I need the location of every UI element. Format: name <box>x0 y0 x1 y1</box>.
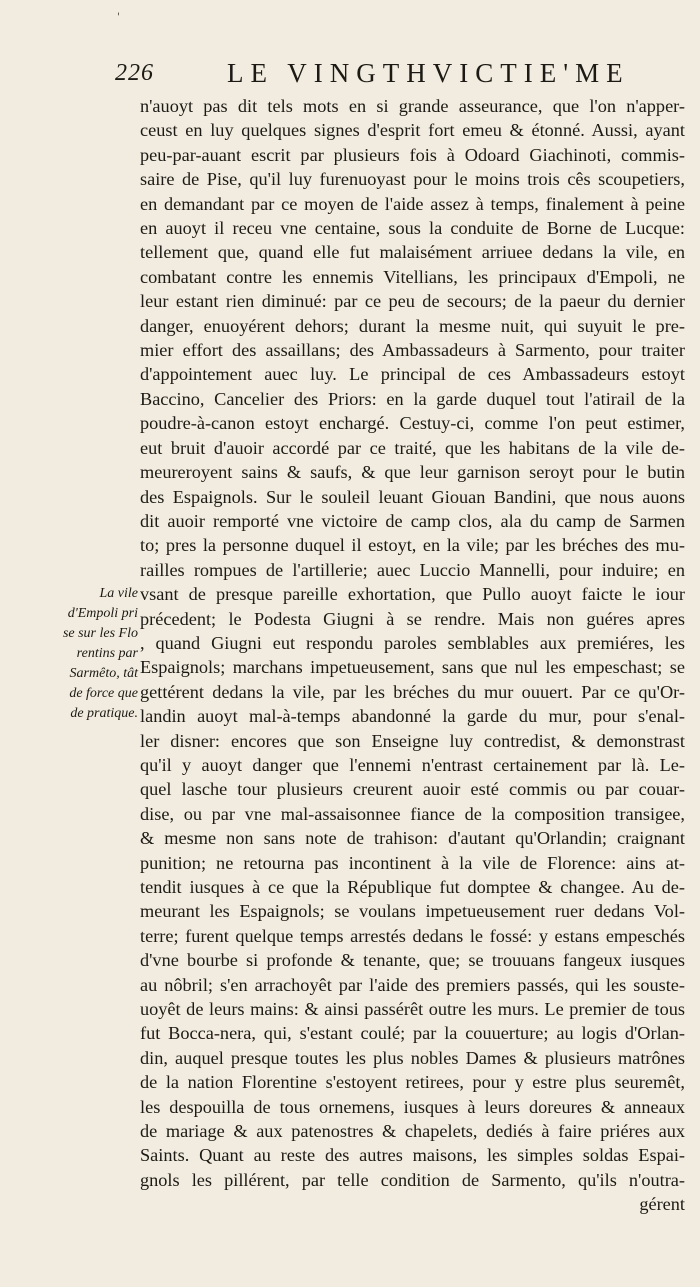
body-text <box>140 94 685 1217</box>
text-line: meureroyent sains & saufs, & que leur garnison seroyt pour le butin <box>140 462 685 483</box>
text-line: , quand Giugni eut respondu paroles semblables aux premiéres, les <box>140 632 685 653</box>
text-line: n'auoyt pas dit tels mots en si grande asseurance, que l'on n'apper- <box>140 96 685 116</box>
text-line: précedent; le Podesta Giugni à se rendre. Mais non guéres apres <box>140 608 685 629</box>
text-line: d'appointement auec luy. Le principal de ces Ambassadeurs estoyt <box>140 364 685 385</box>
margin-note <box>52 584 138 724</box>
margin-note-line: La vile <box>99 586 138 601</box>
text-line: dise, ou par vne mal-assaisonnee fiance de la composition transigee, <box>140 803 685 824</box>
text-line: saire de Pise, qu'il luy furenuoyast pour le moins trois cês scoupetiers, <box>140 169 685 190</box>
text-line: eut bruit d'auoir accordé par ce traité, que les habitans de la vile de- <box>140 437 685 458</box>
text-line: Baccino, Cancelier des Priors: en la garde duquel tout l'atirail de la <box>140 388 685 409</box>
text-line: les despouilla de tous ornemens, iusques à leurs doreures & anneaux <box>140 1096 685 1117</box>
text-line: dit auoir remporté vne victoire de camp clos, ala du camp de Sarmen <box>140 510 685 531</box>
text-line: leur estant rien diminué: par ce peu de secours; de la paeur du dernier <box>140 291 685 312</box>
text-line: de la nation Florentine s'estoyent retirees, pour y estre plus seuremêt, <box>140 1072 685 1093</box>
text-line: fut Bocca-nera, qui, s'estant coulé; par la couuerture; au logis d'Orlan- <box>140 1023 685 1044</box>
text-line: terre; furent quelque temps arrestés dedans le fossé: y estans empeschés <box>140 925 685 946</box>
margin-note-line: d'Empoli pri <box>67 606 138 621</box>
text-line: to; pres la personne duquel il estoyt, en la vile; par les bréches des mu- <box>140 535 685 556</box>
margin-note-line: rentins par <box>76 646 138 661</box>
text-line: poudre-à-canon estoyt enchargé. Cestuy-ci, comme l'on peut estimer, <box>140 413 685 434</box>
text-line: en auoyt il receu vne centaine, sous la conduite de Borne de Lucque: <box>140 218 685 239</box>
text-line: de mariage & aux patenostres & chapelets, dediés à faire priéres aux <box>140 1121 685 1142</box>
text-line: au nôbril; s'en arrachoyêt par l'aide des premiers passés, qui les souste- <box>140 974 685 995</box>
text-line: en demandant par ce moyen de l'aide assez à temps, finalement à peine <box>140 193 685 214</box>
text-line: & mesme non sans note de trahison: d'autant qu'Orlandin; craignant <box>140 828 685 849</box>
text-line: uoyêt de leurs mains: & ainsi passérêt outre les murs. Le premier de tous <box>140 999 685 1020</box>
text-line: Espaignols; marchans impetueusement, sans que nul les empeschast; se <box>140 657 685 678</box>
text-line: gnols les pillérent, par telle condition de Sarmento, qu'ils n'outra- <box>140 1169 685 1190</box>
text-line: mier effort des assaillans; des Ambassadeurs à Sarmento, pour traiter <box>140 340 685 361</box>
text-line: punition; ne retourna pas incontinent à la vile de Florence: ains at- <box>140 852 685 873</box>
page-header <box>115 58 685 92</box>
text-line: combatant contre les ennemis Vitellians, les principaux d'Empoli, ne <box>140 266 685 287</box>
margin-note-line: se sur les Flo <box>62 626 138 641</box>
text-line: peu-par-auant escrit par plusieurs fois à Odoard Giachinoti, commis- <box>140 144 685 165</box>
margin-note-line: de pratique. <box>70 706 138 721</box>
margin-note-line: de force que <box>69 686 138 701</box>
text-line: Saints. Quant au reste des autres maisons, les simples soldas Espai- <box>140 1145 685 1166</box>
text-line: vsant de presque pareille exhortation, que Pullo auoyt faicte le iour <box>140 584 685 605</box>
text-line: d'vne bourbe si profonde & tenante, que; se trouuans fangeux iusques <box>140 950 685 971</box>
text-line: gettérent dedans la vile, par les bréches du mur ouuert. Par ce qu'Or- <box>140 681 685 702</box>
text-line: gérent <box>639 1194 685 1215</box>
text-line: landin auoyt mal-à-temps abandonné la garde du mur, pour s'enal- <box>140 706 685 727</box>
text-line: ler disner: encores que son Enseigne luy contredist, & demonstrast <box>140 730 685 751</box>
text-line: railles rompues de l'artillerie; auec Luccio Mannelli, pour induire; en <box>140 559 685 580</box>
text-line: quel lasche tour plusieurs creurent auoir esté commis ou par couar- <box>140 779 685 800</box>
text-line: din, auquel presque toutes les plus nobles Dames & plusieurs matrônes <box>140 1047 685 1068</box>
text-line: meurant les Espaignols; se voulans impetueusement ruer dedans Vol- <box>140 901 685 922</box>
text-line: qu'il y auoyt danger que l'ennemi n'entrast certainement par là. Le- <box>140 754 685 775</box>
corner-mark: ' <box>117 12 120 23</box>
running-title: LE VINGTHVICTIE'ME <box>227 58 630 88</box>
text-line: tellement que, quand elle fut malaisément arriuee dedans la vile, en <box>140 242 685 263</box>
text-line: danger, enuoyérent dehors; durant la mesme nuit, qui suyuit le pre- <box>140 315 685 336</box>
text-line: tendit iusques à ce que la République fut domptee & changee. Au de- <box>140 877 685 897</box>
page-number: 226 <box>115 60 154 86</box>
margin-note-line: Sarmêto, tât <box>69 666 138 681</box>
text-line: ceust en luy quelques signes d'esprit fort emeu & étonné. Aussi, ayant <box>140 120 685 141</box>
text-line: des Espaignols. Sur le souleil leuant Giouan Bandini, que nous auons <box>140 486 685 507</box>
